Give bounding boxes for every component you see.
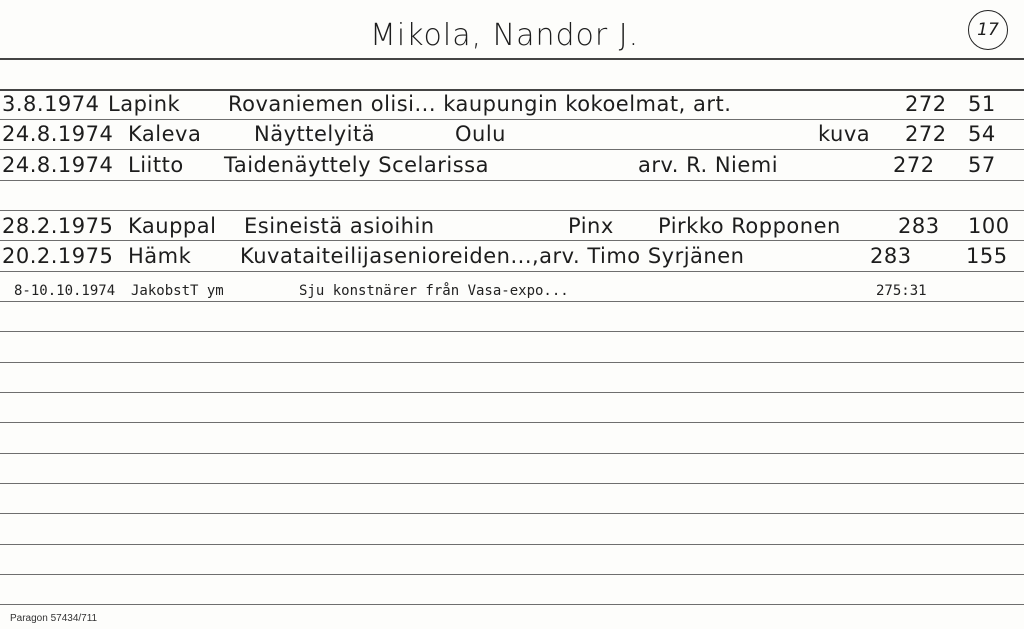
rule-line [0,119,1024,120]
entry-text: Näyttelyitä [254,122,376,146]
typed-entry-text: Sju konstnärer från Vasa-expo... [299,283,569,299]
entry-date: 3.8.1974 [2,92,100,116]
entry-date: 24.8.1974 [2,122,114,146]
entry-text: Rovaniemen olisi... kaupungin kokoelmat, art. [228,92,732,116]
rule-line [0,574,1024,575]
entry-place: Oulu [455,122,506,146]
entry-date: 24.8.1974 [2,153,114,177]
rule-line [0,271,1024,272]
rule-line [0,362,1024,363]
card-title: Mikola, Nandor J. [370,18,640,53]
entry-volume: 272 [905,92,947,116]
rule-line [0,210,1024,211]
rule-line [0,301,1024,302]
entry-volume: 272 [893,153,935,177]
rule-line [0,604,1024,605]
entry-volume: 283 [870,244,912,268]
entry-note: Pirkko Ropponen [658,214,841,238]
rule-line [0,392,1024,393]
entry-page: 54 [968,122,996,146]
rule-line [0,149,1024,150]
entry-date: 28.2.1975 [2,214,114,238]
entry-source: Liitto [128,153,184,177]
entry-page: 57 [968,153,996,177]
typed-entry-source: JakobstT ym [131,283,224,299]
entry-volume: 283 [898,214,940,238]
rule-line [0,483,1024,484]
rule-line [0,453,1024,454]
rule-line [0,422,1024,423]
typed-entry-ref: 275:31 [876,283,927,299]
entry-note: arv. R. Niemi [638,153,779,177]
entry-text: Kuvataiteilijasenioreiden...,arv. Timo Syrjänen [240,244,745,268]
entry-text: Esineistä asioihin [244,214,435,238]
entry-source: Hämk [128,244,192,268]
entry-source: Kauppal [128,214,217,238]
entry-page: 51 [968,92,996,116]
rule-line [0,180,1024,181]
typed-entry-date: 8-10.10.1974 [14,283,116,299]
entry-source: Lapink [108,92,181,116]
rule-line [0,544,1024,545]
entry-source: Kaleva [128,122,202,146]
card-number-circle: 17 [968,10,1008,50]
card-footer-imprint: Paragon 57434/711 [10,613,98,624]
entry-page: 155 [966,244,1008,268]
entry-place: Pinx [568,214,614,238]
entry-page: 100 [968,214,1010,238]
rule-line [0,513,1024,514]
entry-volume: 272 [905,122,947,146]
entry-text: Taidenäyttely Scelarissa [224,153,489,177]
entry-date: 20.2.1975 [2,244,114,268]
entry-note: kuva [818,122,871,146]
rule-line [0,331,1024,332]
rule-line [0,58,1024,60]
rule-line [0,240,1024,241]
